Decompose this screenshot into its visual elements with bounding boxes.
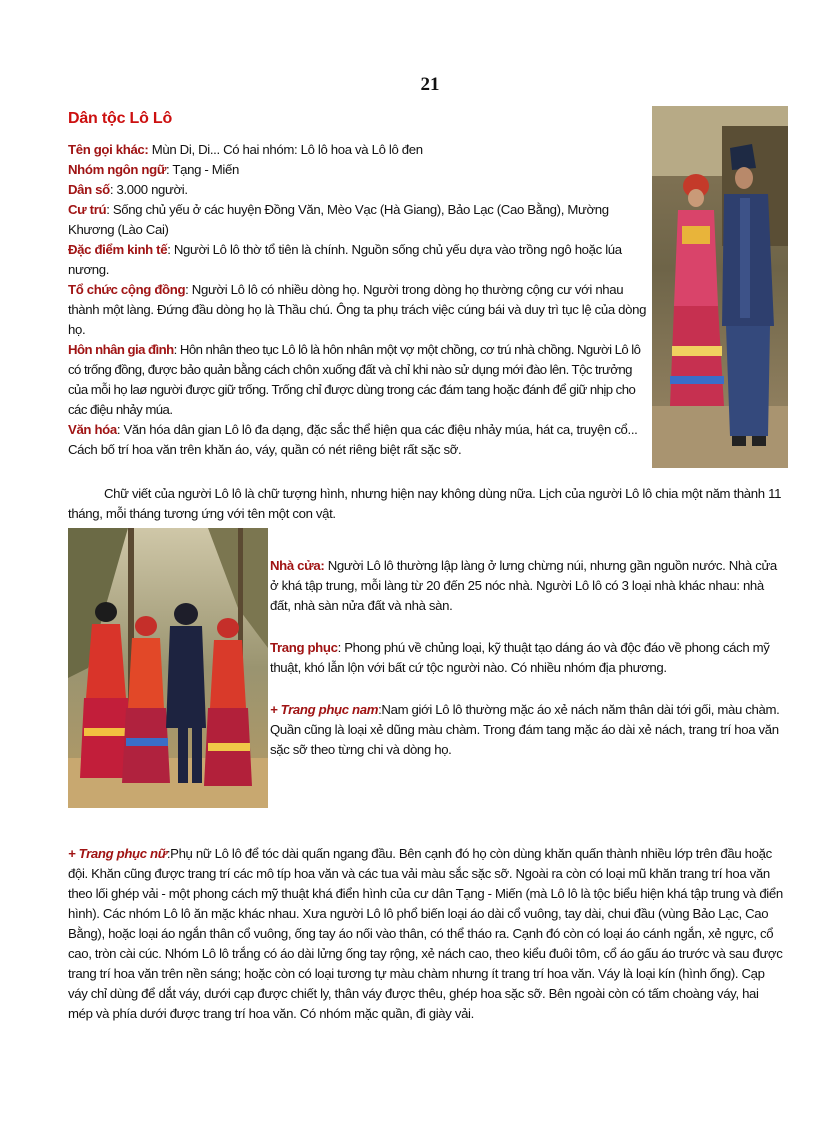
field-text: : Người Lô lô có nhiều dòng họ. Người trong dòng họ thường cộng cư với nhau thành một làng. Đứng đầu dòng họ là Thầu chú. Ông ta phụ trách việc cúng bái và duy trì tục lệ của dòng họ. bbox=[68, 282, 647, 337]
field-label: Nhóm ngôn ngữ bbox=[68, 162, 167, 177]
men-clothing-paragraph bbox=[270, 700, 784, 760]
field-label: Dân số bbox=[68, 182, 110, 197]
script-text: Chữ viết của người Lô lô là chữ tượng hình, nhưng hiện nay không dùng nữa. Lịch của người Lô lô chia một năm thành 11 tháng, mỗi tháng tương ứng với tên một con vật. bbox=[68, 486, 782, 521]
document-title: Dân tộc Lô Lô bbox=[68, 110, 173, 127]
field-label: + Trang phục nam bbox=[270, 702, 379, 717]
intro-marriage bbox=[68, 340, 648, 420]
field-text: : Tạng - Miến bbox=[166, 162, 239, 177]
clothing-paragraph bbox=[270, 638, 784, 678]
field-text: :Nam giới Lô lô thường mặc áo xẻ nách năm thân dài tới gối, màu chàm. Quần cũng là loại xẻ dũng màu chàm. Trong đám tang mặc áo dài xẻ nách, trang trí hoa văn sặc sỡ theo từng chi và dòng họ. bbox=[270, 702, 780, 757]
field-text: :Phụ nữ Lô lô để tóc dài quấn ngang đầu. Bên cạnh đó họ còn dùng khăn quấn thành nhiều lớp trên đầu hoặc đội. Khăn cũng được trang trí các mô típ hoa văn và các tua vải màu sắc sặc sỡ. Ngoài ra còn có loại mũ khăn trang trí hoa văn theo lối ghép vải - một phong cách mỹ thuật khá điển hình của cư dân Tạng - Miến (mà Lô lô là tộc biểu hiện khá tập trung và điển hình). Các nhóm Lô lô ăn mặc khác nhau. Xưa người Lô lô phổ biến loại áo dài cổ vuông, tay dài, chui đầu (vùng Bảo Lạc, Cao Bằng), hoặc loại áo ngắn thân cổ vuông, ống tay áo nối vào thân, có thể tháo ra. Cạnh đó còn có loại áo cánh ngắn, xẻ ngực, cổ cao, tròn cài cúc. Nhóm Lô lô trắng có áo dài lửng ống tay rộng, xẻ nách cao, theo kiểu đuôi tôm, cổ áo gấu áo trước và sau được trang trí hoa văn trên nền sáng; hoặc còn có loại tương tự màu chàm nhưng ít trang trí hoa văn. Váy là loại kín (hình ống). Cạp váy chỉ dùng để dắt váy, dưới cạp được chiết ly, thân váy được thêu, ghép hoa sặc sỡ. Bên ngoài còn có tấm choàng váy, hai mép và phía dưới được trang trí hoa văn. Có nhóm mặc quần, đi giày vải. bbox=[68, 846, 783, 1021]
script-paragraph bbox=[68, 484, 786, 524]
field-label: Tổ chức cộng đồng bbox=[68, 282, 186, 297]
field-label: Đặc điểm kinh tế bbox=[68, 242, 168, 257]
field-text: : Hôn nhân theo tục Lô lô là hôn nhân một vợ một chồng, cơ trú nhà chồng. Người Lô lô có trống đồng, được bảo quản bằng cách chôn xuống đất và chỉ khi nào sử dụng mới đào lên. Tộc trưởng của mỗi họ laø người được giữ trống. Trống chỉ được dùng trong các đám tang hoặc đánh để giữ nhịp cho các điệu nhảy múa. bbox=[68, 342, 641, 417]
intro-language-group bbox=[68, 160, 648, 180]
women-clothing-block bbox=[68, 844, 786, 1024]
intro-block bbox=[68, 140, 648, 460]
intro-other-names bbox=[68, 140, 648, 160]
field-text: : 3.000 người. bbox=[109, 182, 188, 197]
housing-paragraph bbox=[270, 556, 784, 616]
field-text: : Văn hóa dân gian Lô lô đa dạng, đặc sắc thể hiện qua các điệu nhảy múa, hát ca, truyện cổ... Cách bố trí hoa văn trên khăn áo, váy, quần có nét riêng biệt rất sặc sỡ. bbox=[68, 422, 638, 457]
photo-lolo-couple bbox=[652, 106, 788, 468]
intro-culture bbox=[68, 420, 648, 460]
intro-community bbox=[68, 280, 648, 340]
housing-clothing-block bbox=[270, 556, 784, 760]
field-text: Người Lô lô thường lập làng ở lưng chừng núi, nhưng gần nguồn nước. Nhà cửa ở khá tập trung, mỗi làng từ 20 đến 25 nóc nhà. Người Lô lô có 3 loại nhà khác nhau: nhà đất, nhà sàn nửa đất và nhà sàn. bbox=[270, 558, 777, 613]
field-text: : Phong phú về chủng loại, kỹ thuật tạo dáng áo và độc đáo về phong cách mỹ thuật, khó lẫn lộn với bất cứ tộc người nào. Có nhiều nhóm địa phương. bbox=[270, 640, 770, 675]
intro-economy bbox=[68, 240, 648, 280]
field-label: Cư trú bbox=[68, 202, 107, 217]
women-clothing-paragraph bbox=[68, 844, 786, 1024]
field-label: Trang phục bbox=[270, 640, 338, 655]
photo-lolo-dancers bbox=[68, 528, 268, 808]
field-label: + Trang phục nữ bbox=[68, 846, 167, 861]
page-number: 21 bbox=[420, 74, 440, 95]
field-text: : Người Lô lô thờ tổ tiên là chính. Nguồn sống chủ yếu dựa vào trồng ngô hoặc lúa nương. bbox=[68, 242, 622, 277]
field-label: Hôn nhân gia đình bbox=[68, 342, 174, 357]
intro-population bbox=[68, 180, 648, 200]
intro-residence bbox=[68, 200, 648, 240]
field-label: Nhà cửa: bbox=[270, 558, 325, 573]
field-text: : Sống chủ yếu ở các huyện Đồng Văn, Mèo Vạc (Hà Giang), Bảo Lạc (Cao Bằng), Mường Khương (Lào Cai) bbox=[68, 202, 609, 237]
field-label: Văn hóa bbox=[68, 422, 117, 437]
field-text: Mùn Di, Di... Có hai nhóm: Lô lô hoa và Lô lô đen bbox=[148, 142, 423, 157]
field-label: Tên gọi khác: bbox=[68, 142, 149, 157]
